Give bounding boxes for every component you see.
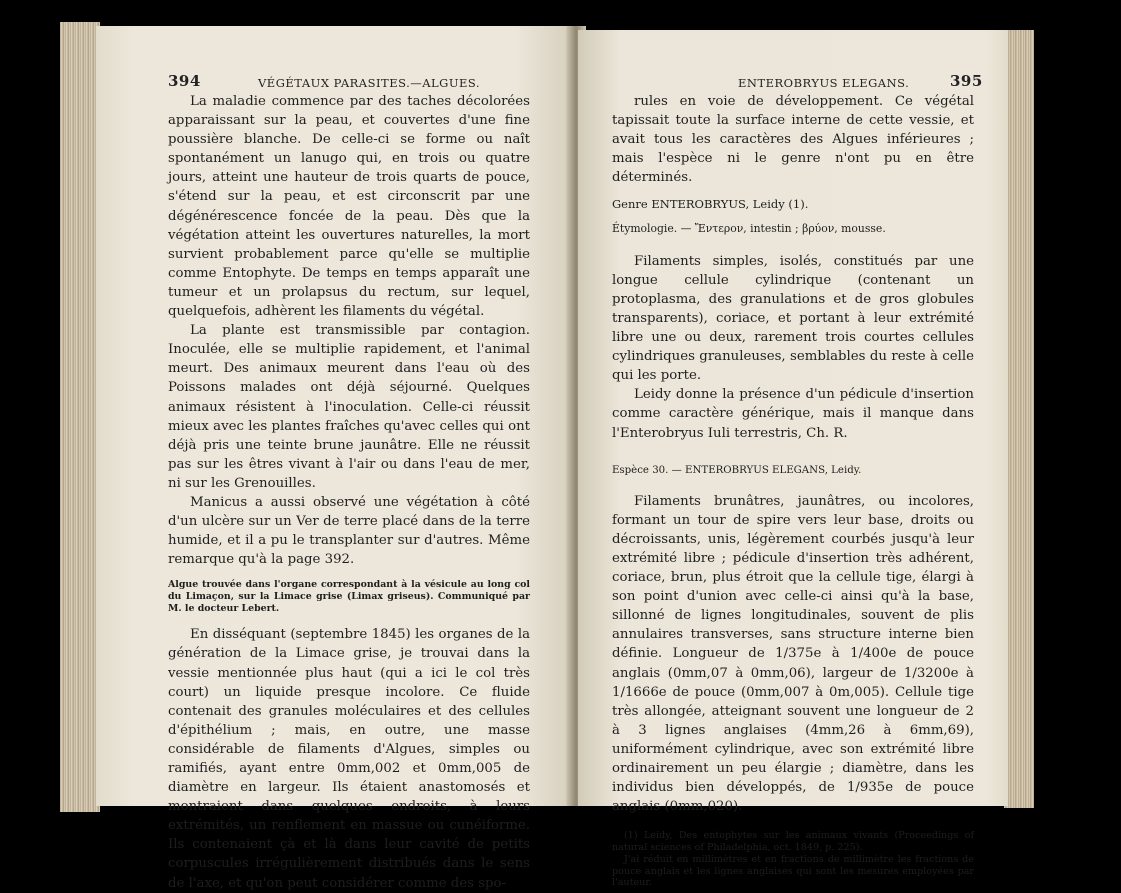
left-body [168, 92, 530, 893]
paragraph: Filaments simples, isolés, constitués par une longue cellule cylindrique (contenant un protoplasma, des granulations et de gros globules transparents), coriace, et portant à leur extrémité libre une ou deux, rarement trois courtes cellules cylindriques granuleuses, semblables du reste à celle qui les porte. [612, 253, 974, 384]
right-body [612, 92, 974, 889]
species-heading: Espèce 30. — ENTEROBRYUS ELEGANS, Leidy. [612, 464, 862, 476]
page-number: 394 [168, 72, 201, 90]
page-number: 395 [950, 72, 983, 90]
page-edges-left [60, 22, 100, 812]
running-head: VÉGÉTAUX PARASITES.—ALGUES. [258, 76, 481, 90]
paragraph: En disséquant (septembre 1845) les organes de la génération de la Limace grise, je trouvai dans la vessie mentionnée plus haut (qui a ici le col très court) un liquide presque incolore. Ce fluide contenait des granules moléculaires et des cellules d'épithélium ; mais, en outre, une masse considérable de filaments d'Algues, simples ou ramifiés, ayant entre 0mm,002 et 0mm,005 de diamètre en largeur. Ils étaient anastomosés et montraient dans quelques endroits, à leurs extrémités, un renflement en massue ou cunéiforme. Ils contenaient çà et là dans leur cavité de petits corpuscules irrégulièrement distribués dans le sens de l'axe, et qu'on peut considérer comme des spo- [168, 627, 530, 891]
paragraph: Manicus a aussi observé une végétation à côté d'un ulcère sur un Ver de terre placé dans de la terre humide, et il a pu le transplanter sur d'autres. Même remarque qu'à la page 392. [168, 494, 530, 568]
page-edges-right [1004, 30, 1034, 808]
paragraph: Leidy donne la présence d'un pédicule d'insertion comme caractère générique, mais il manque dans l'Enterobryus Iuli terrestris, Ch. R. [612, 387, 974, 441]
paragraph: Filaments brunâtres, jaunâtres, ou incolores, formant un tour de spire vers leur base, droits ou décroissants, unis, légèrement courbés jusqu'à leur extrémité libre ; pédicule d'insertion très adhérent, coriace, brun, plus étroit que la cellule tige, élargi à son point d'union avec celle-ci ainsi qu'à la base, sillonné de lignes longitudinales, souvent de plis annulaires transverses, sans structure interne bien définie. Longueur de 1/375e à 1/400e de pouce anglais (0mm,07 à 0mm,06), largeur de 1/3200e à 1/1666e de pouce (0mm,007 à 0m,005). Cellule tige très allongée, atteignant souvent une longueur de 2 à 3 lignes anglaises (4mm,26 à 6mm,69), uniformément cylindrique, avec son extrémité libre ordinairement un peu élargie ; diamètre, dans les individus bien développés, de 1/935e de pouce anglais (0mm,020). [612, 493, 974, 815]
footnote: (1) Leidy, Des entophytes sur les animaux vivants (Proceedings of natural sciences of Philadelphia, oct. 1849, p. 225). [612, 830, 974, 854]
genre-heading: Genre ENTEROBRYUS, Leidy (1). [612, 197, 809, 212]
running-head: ENTEROBRYUS ELEGANS. [738, 76, 910, 90]
paragraph: La maladie commence par des taches décolorées apparaissant sur la peau, et couvertes d'une fine poussière blanche. De celle-ci se forme ou naît spontanément un lanugo qui, en trois ou quatre jours, atteint une hauteur de trois quarts de pouce, s'étend sur la peau, et est circonscrit par une dégénérescence foncée de la peau. Dès que la végétation atteint les ouvertures naturelles, la mort survient probablement parce qu'elle se multiplie comme Entophyte. De temps en temps apparaît une tumeur et un prolapsus du rectum, sur lequel, quelquefois, adhèrent les filaments du végétal. [168, 94, 530, 320]
right-page [578, 30, 1008, 889]
etymology: Étymologie. — Ἔντερον, intestin ; βρύον, mousse. [612, 221, 886, 235]
paragraph: La plante est transmissible par contagion. Inoculée, elle se multiplie rapidement, et l'animal meurt. Des animaux meurent dans l'eau où des Poissons malades ont déjà séjourné. Quelques animaux résistent à l'inoculation. Celle-ci réussit mieux avec les plantes fraîches qu'avec celles qui ont déjà pris une teinte brune jaunâtre. Elle ne réussit pas sur les êtres vivant à l'air ou dans l'eau de mer, ni sur les Grenouilles. [168, 323, 530, 491]
footnote: J'ai réduit en millimètres et en fractions de millimètre les fractions de pouce anglais et les lignes anglaises qui sont les mesures employées par l'auteur. [612, 853, 974, 889]
paragraph: rules en voie de développement. Ce végétal tapissait toute la surface interne de cette vessie, et avait tous les caractères des Algues inférieures ; mais l'espèce ni le genre n'ont pu en être déterminés. [612, 94, 974, 186]
figure-caption: Algue trouvée dans l'organe correspondant à la vésicule au long col du Limaçon, sur la Limace grise (Limax griseus). Communiqué par M. le docteur Lebert. [168, 579, 530, 615]
left-page [96, 26, 572, 891]
footnotes [612, 830, 974, 889]
